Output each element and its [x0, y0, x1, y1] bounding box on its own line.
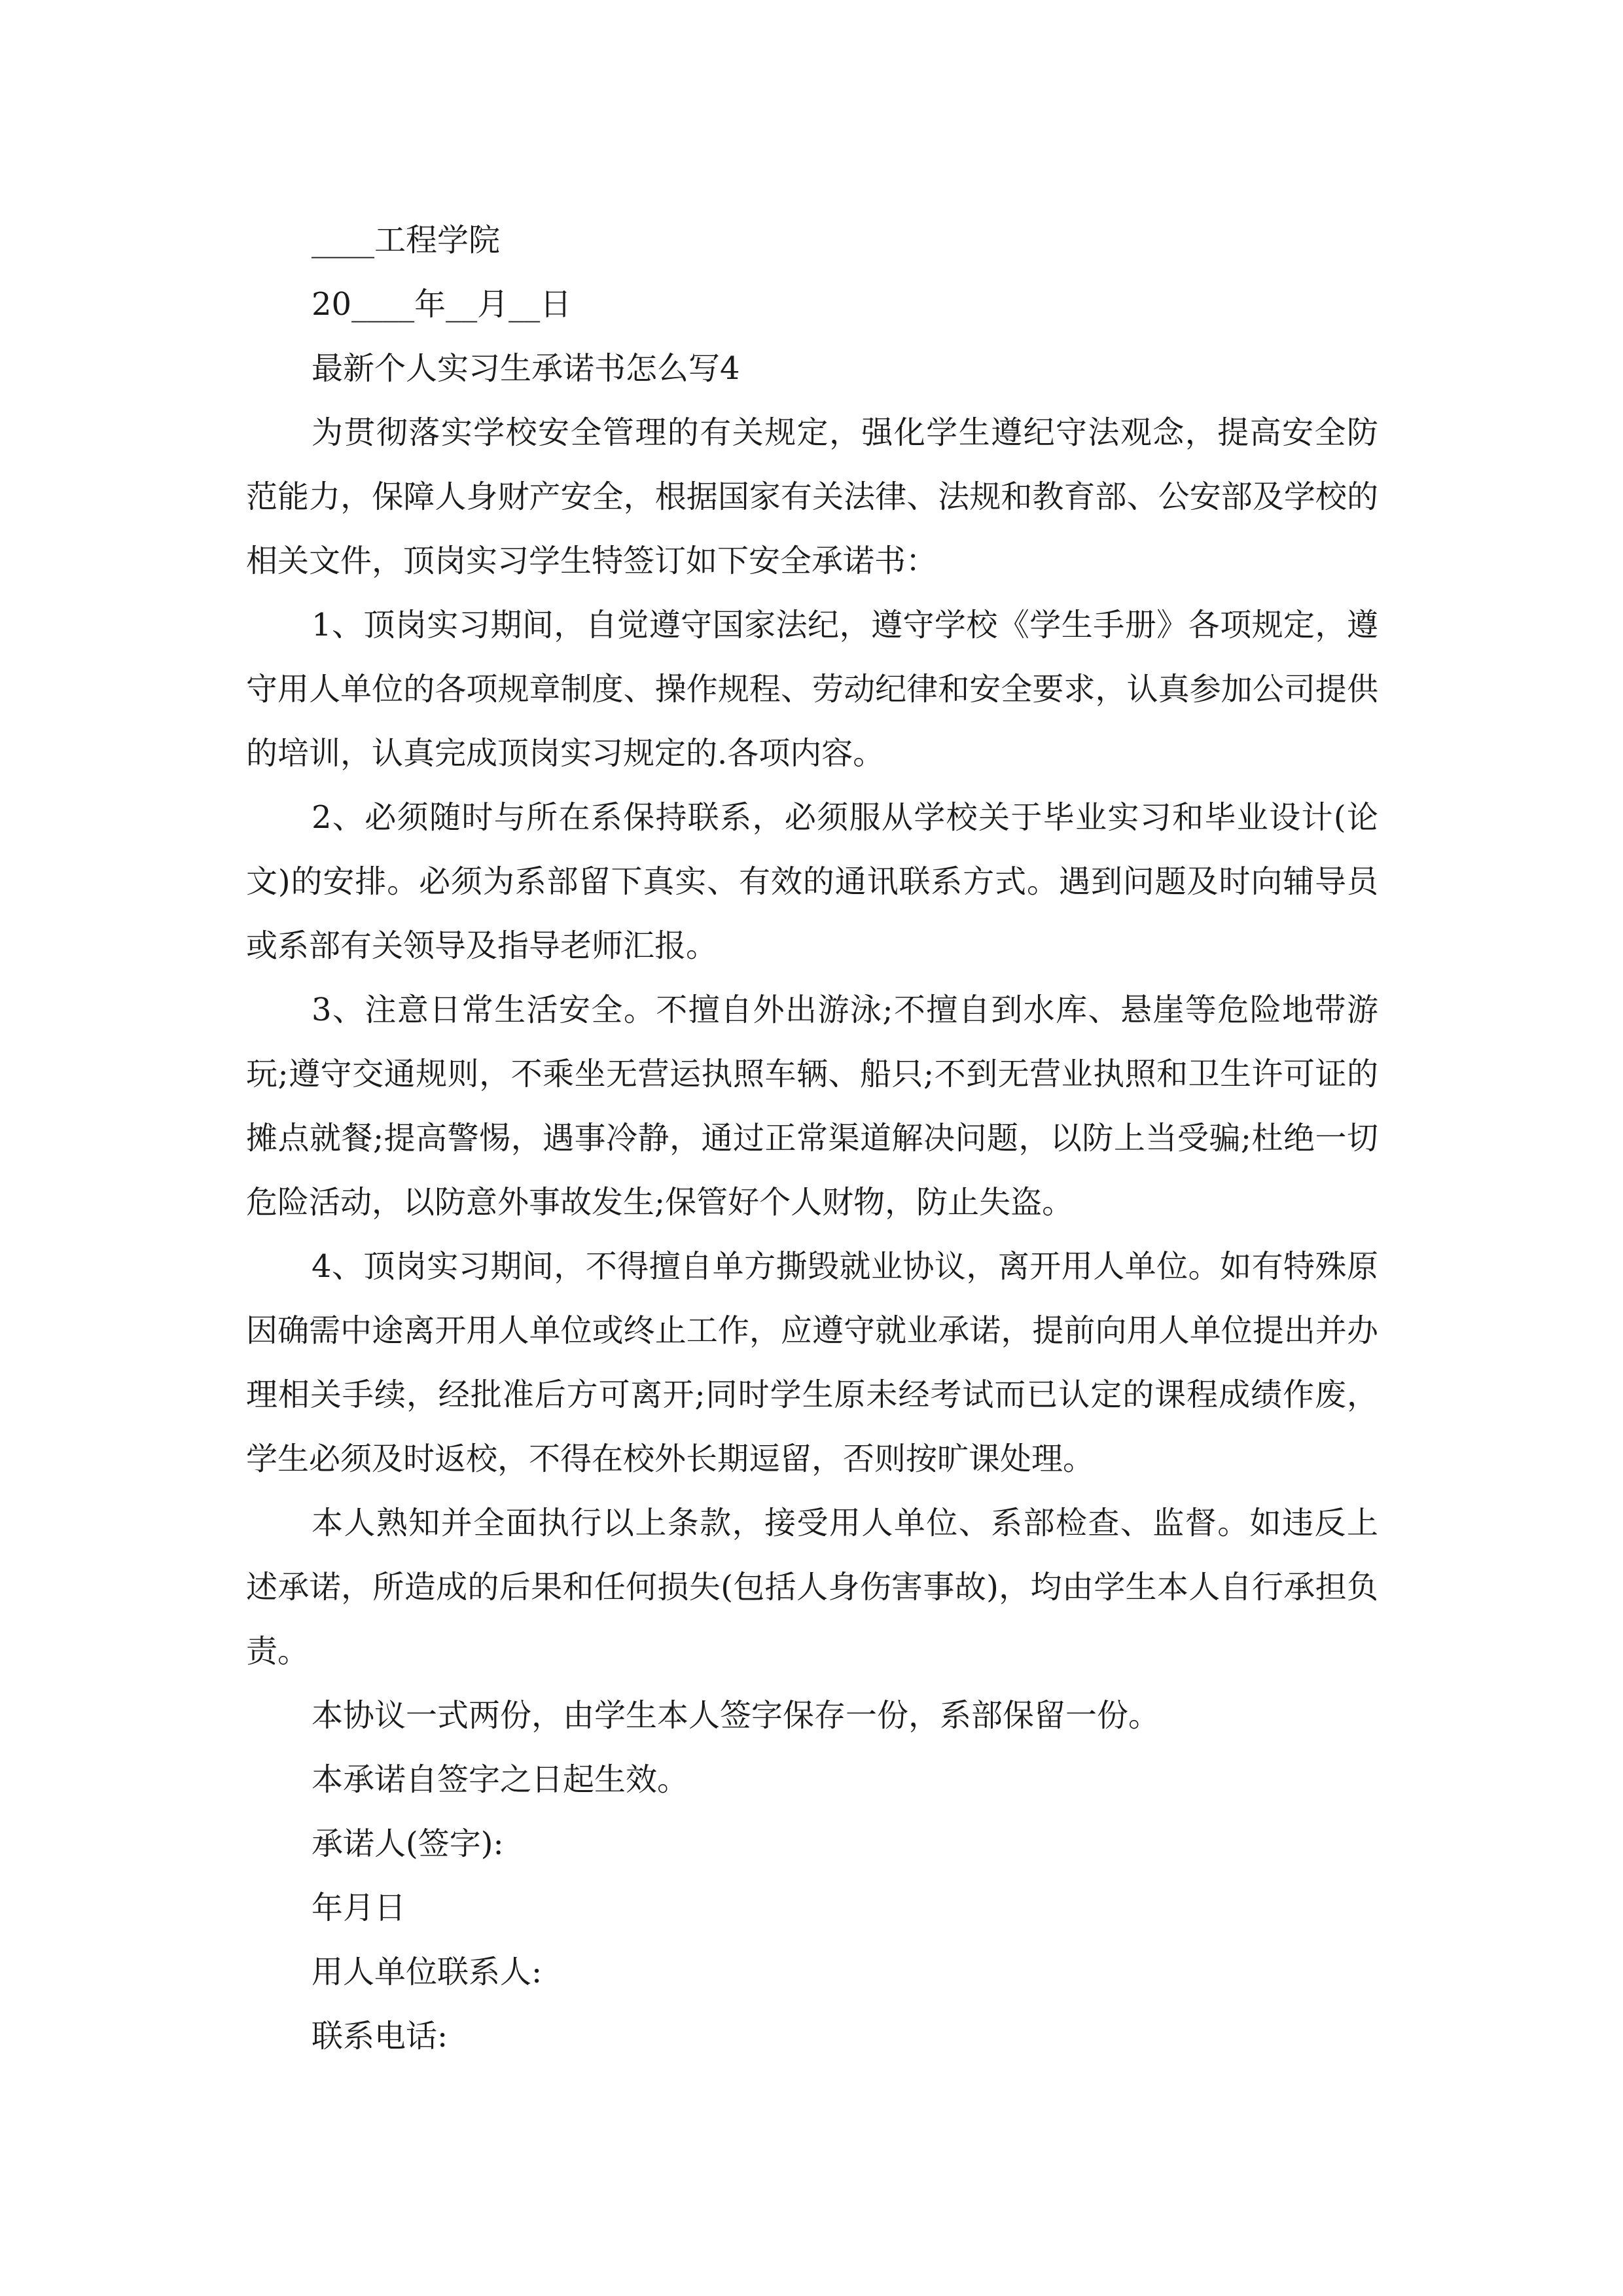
date-line: 20____年__月__日 — [312, 286, 572, 323]
employer-contact-label: 用人单位联系人: — [312, 1954, 543, 1990]
clause-3: 3、注意日常生活安全。不擅自外出游泳;不擅自到水库、悬崖等危险地带游玩;遵守交通规则，不乘坐无营运执照车辆、船只;不到无营业执照和卫生许可证的摊点就餐;提高警惕，遇事冷静，通过正常渠道解决问题，以防上当受骗;杜绝一切危险活动，以防意外事故发生;保管好个人财物，防止失盗。 — [246, 992, 1378, 1221]
signer-label: 承诺人(签字): — [312, 1825, 504, 1862]
document-body — [246, 208, 1378, 2068]
phone-label: 联系电话: — [312, 2018, 448, 2054]
document-title: 最新个人实习生承诺书怎么写4 — [312, 350, 740, 387]
intro-paragraph: 为贯彻落实学校安全管理的有关规定，强化学生遵纪守法观念，提高安全防范能力，保障人身财产安全，根据国家有关法律、法规和教育部、公安部及学校的相关文件，顶岗实习学生特签订如下安全承诺书： — [246, 414, 1378, 579]
sign-date: 年月日 — [312, 1890, 406, 1926]
clause-1: 1、顶岗实习期间，自觉遵守国家法纪，遵守学校《学生手册》各项规定，遵守用人单位的各项规章制度、操作规程、劳动纪律和安全要求，认真参加公司提供的培训，认真完成顶岗实习规定的.各项内容。 — [246, 607, 1378, 772]
copies-line: 本协议一式两份，由学生本人签字保存一份，系部保留一份。 — [312, 1697, 1160, 1734]
college-line: ____工程学院 — [312, 222, 501, 259]
clause-4: 4、顶岗实习期间，不得擅自单方撕毁就业协议，离开用人单位。如有特殊原因确需中途离开用人单位或终止工作，应遵守就业承诺，提前向用人单位提出并办理相关手续，经批准后方可离开;同时学生原未经考试而已认定的课程成绩作废，学生必须及时返校，不得在校外长期逗留，否则按旷课处理。 — [246, 1248, 1378, 1477]
effective-line: 本承诺自签字之日起生效。 — [312, 1761, 689, 1798]
acknowledgement-paragraph: 本人熟知并全面执行以上条款，接受用人单位、系部检查、监督。如违反上述承诺，所造成的后果和任何损失(包括人身伤害事故)，均由学生本人自行承担负责。 — [246, 1505, 1378, 1670]
clause-2: 2、必须随时与所在系保持联系，必须服从学校关于毕业实习和毕业设计(论文)的安排。必须为系部留下真实、有效的通讯联系方式。遇到问题及时向辅导员或系部有关领导及指导老师汇报。 — [246, 799, 1378, 964]
